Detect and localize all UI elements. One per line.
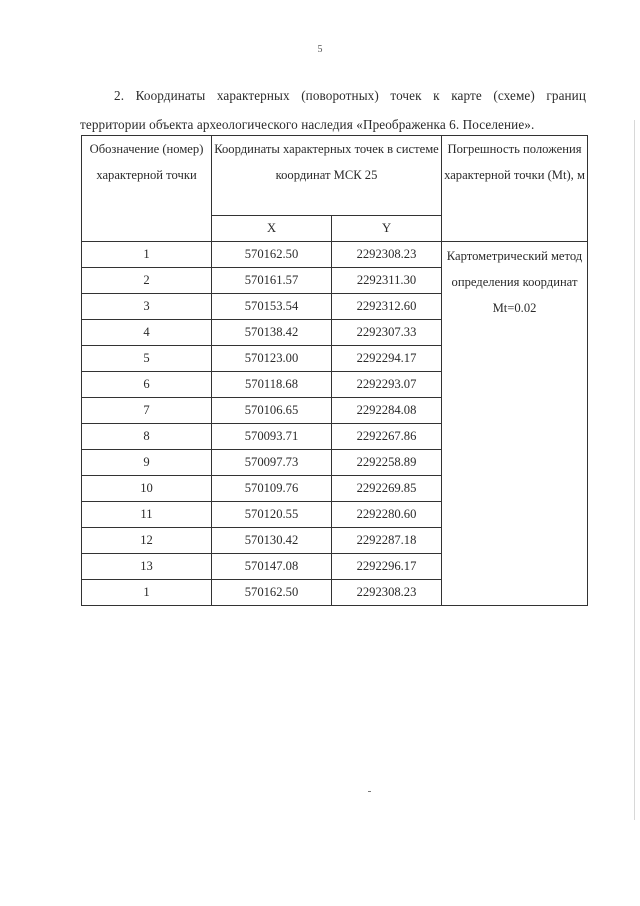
header-point-designation: Обозначение (номер) характерной точки: [82, 136, 212, 242]
cell-point: 3: [82, 294, 212, 320]
cell-x: 570147.08: [212, 554, 332, 580]
cell-x: 570162.50: [212, 580, 332, 606]
scan-mark: [368, 791, 371, 792]
cell-y: 2292307.33: [332, 320, 442, 346]
cell-point: 2: [82, 268, 212, 294]
cell-y: 2292293.07: [332, 372, 442, 398]
cell-y: 2292269.85: [332, 476, 442, 502]
cell-x: 570153.54: [212, 294, 332, 320]
cell-y: 2292280.60: [332, 502, 442, 528]
cell-point: 13: [82, 554, 212, 580]
cell-y: 2292296.17: [332, 554, 442, 580]
cell-x: 570118.68: [212, 372, 332, 398]
cell-point: 9: [82, 450, 212, 476]
cell-point: 8: [82, 424, 212, 450]
cell-point: 12: [82, 528, 212, 554]
cell-x: 570106.65: [212, 398, 332, 424]
table-row: [82, 242, 588, 268]
cell-x: 570097.73: [212, 450, 332, 476]
cell-x: 570161.57: [212, 268, 332, 294]
table-header-row: [82, 136, 588, 216]
cell-y: 2292287.18: [332, 528, 442, 554]
cell-point: 5: [82, 346, 212, 372]
header-y: Y: [332, 216, 442, 242]
coordinates-table: [81, 135, 588, 606]
cell-x: 570130.42: [212, 528, 332, 554]
cell-x: 570093.71: [212, 424, 332, 450]
cell-y: 2292308.23: [332, 580, 442, 606]
cell-y: 2292284.08: [332, 398, 442, 424]
cell-x: 570138.42: [212, 320, 332, 346]
cell-point: 6: [82, 372, 212, 398]
cell-x: 570109.76: [212, 476, 332, 502]
cell-y: 2292311.30: [332, 268, 442, 294]
header-accuracy: Погрешность положения характерной точки (Mt), м: [442, 136, 588, 242]
cell-point: 10: [82, 476, 212, 502]
cell-point: 7: [82, 398, 212, 424]
cell-y: 2292308.23: [332, 242, 442, 268]
header-coordinates: Координаты характерных точек в системе координат МСК 25: [212, 136, 442, 216]
section-heading: 2. Координаты характерных (поворотных) точек к карте (схеме) границ территории объекта археологического наследия «Преображенка 6. Поселение».: [80, 88, 586, 133]
cell-point: 4: [82, 320, 212, 346]
page-number: 5: [317, 44, 323, 55]
cell-x: 570162.50: [212, 242, 332, 268]
scan-edge-line: [634, 120, 635, 820]
cell-y: 2292312.60: [332, 294, 442, 320]
cell-point: 1: [82, 580, 212, 606]
cell-point: 1: [82, 242, 212, 268]
cell-y: 2292267.86: [332, 424, 442, 450]
cell-point: 11: [82, 502, 212, 528]
cell-x: 570123.00: [212, 346, 332, 372]
cell-y: 2292258.89: [332, 450, 442, 476]
cell-accuracy-method: Картометрический метод определения координат Mt=0.02: [442, 242, 588, 606]
cell-x: 570120.55: [212, 502, 332, 528]
header-x: X: [212, 216, 332, 242]
cell-y: 2292294.17: [332, 346, 442, 372]
